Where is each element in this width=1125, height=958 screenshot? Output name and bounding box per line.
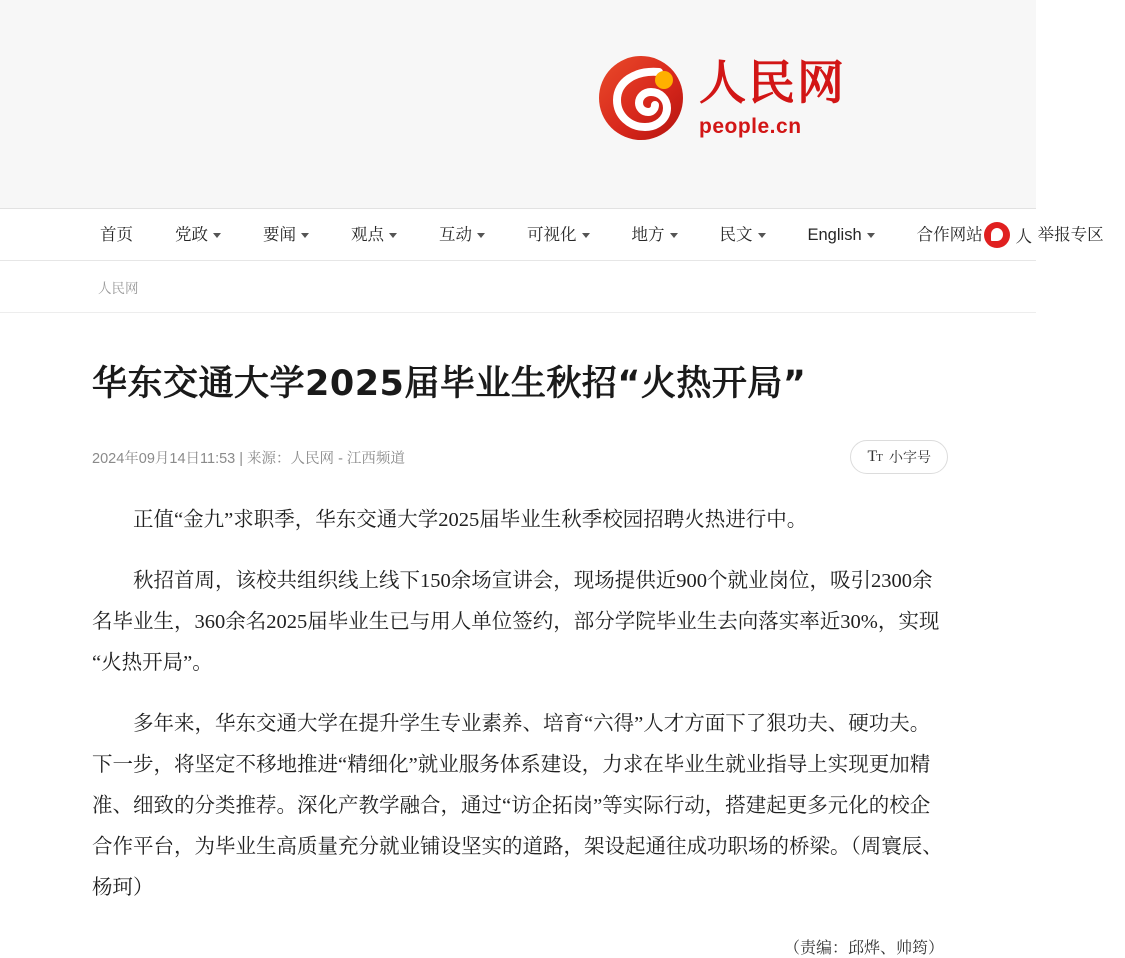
nav-item-party-government[interactable] (154, 209, 242, 260)
nav-item-english[interactable] (787, 209, 896, 260)
nav-label: 观点 (351, 225, 384, 244)
article-paragraph: 秋招首周，该校共组织线上线下150余场宣讲会，现场提供近900个就业岗位，吸引2300余名毕业生，360余名2025届毕业生已与用人单位签约，部分学院毕业生去向落实率近30%，实现“火热开局”。 (92, 570, 940, 675)
nav-label: 地方 (631, 225, 665, 244)
page-title: 华东交通大学2025届毕业生秋招“火热开局” (92, 364, 807, 404)
nav-item-local[interactable] (611, 209, 699, 260)
chevron-down-icon (301, 233, 309, 238)
chevron-down-icon (477, 233, 485, 238)
font-size-label: 小字号 (889, 449, 931, 466)
nav-item-ethnic-languages[interactable] (699, 209, 787, 260)
nav-item-top-news[interactable] (242, 209, 330, 260)
article-paragraph: 正值“金九”求职季，华东交通大学2025届毕业生秋季校园招聘火热进行中。 (133, 509, 808, 532)
article-paragraph: 多年来，华东交通大学在提升学生专业素养、培育“六得”人才方面下了狠功夫、硬功夫。下一步，将坚定不移地推进“精细化”就业服务体系建设，力求在毕业生就业指导上实现更加精准、细致的分类推荐。深化产教学融合，通过“访企拓岗”等实际行动，搭建起更多元化的校企合作平台，为毕业生高质量充分就业铺设坚实的道路，架设起通往成功职场的桥梁。（周寰辰、杨珂） (92, 713, 943, 900)
logo-text (699, 55, 846, 138)
nav-label: 互动 (439, 225, 472, 244)
text-size-icon: TT (867, 448, 882, 466)
site-logo[interactable] (597, 54, 846, 142)
masthead (0, 0, 1036, 209)
chevron-down-icon (758, 233, 766, 238)
nav-right-group[interactable] (984, 209, 1037, 260)
nav-label: 首页 (100, 225, 133, 244)
breadcrumb (0, 261, 1036, 313)
logo-title-cn: 人民网 (699, 55, 846, 111)
article-meta-row (92, 440, 956, 474)
nav-label: 民文 (719, 225, 753, 244)
font-size-button[interactable] (850, 440, 948, 474)
nav-label: 要闻 (263, 225, 296, 244)
chevron-down-icon (582, 233, 590, 238)
chevron-down-icon (389, 233, 397, 238)
logo-title-en: people.cn (699, 114, 802, 138)
breadcrumb-item-root[interactable]: 人民网 (98, 280, 139, 296)
article-body (92, 500, 956, 909)
article (0, 361, 1036, 958)
chevron-down-icon (213, 233, 221, 238)
nav-label: 举报专区 (1037, 225, 1104, 244)
nav-item-home[interactable] (86, 209, 154, 260)
nav-item-interaction[interactable] (418, 209, 506, 260)
people-badge-icon[interactable] (984, 222, 1010, 248)
nav-label: 合作网站 (916, 225, 983, 244)
nav-item-opinion[interactable] (330, 209, 418, 260)
main-nav (0, 209, 1104, 261)
chevron-down-icon (670, 233, 678, 238)
nav-label: English (807, 225, 862, 244)
nav-label: 可视化 (527, 225, 577, 244)
nav-item-visualization[interactable] (506, 209, 611, 260)
chevron-down-icon (867, 233, 875, 238)
editor-note: （责编：邱烨、帅筠） (783, 940, 944, 958)
nav-trailing-label: 人 (1015, 227, 1032, 246)
people-cn-logo-icon (597, 54, 685, 142)
article-meta: 2024年09月14日11:53 | 来源：人民网 - 江西频道 (92, 450, 405, 467)
nav-label: 党政 (175, 225, 208, 244)
